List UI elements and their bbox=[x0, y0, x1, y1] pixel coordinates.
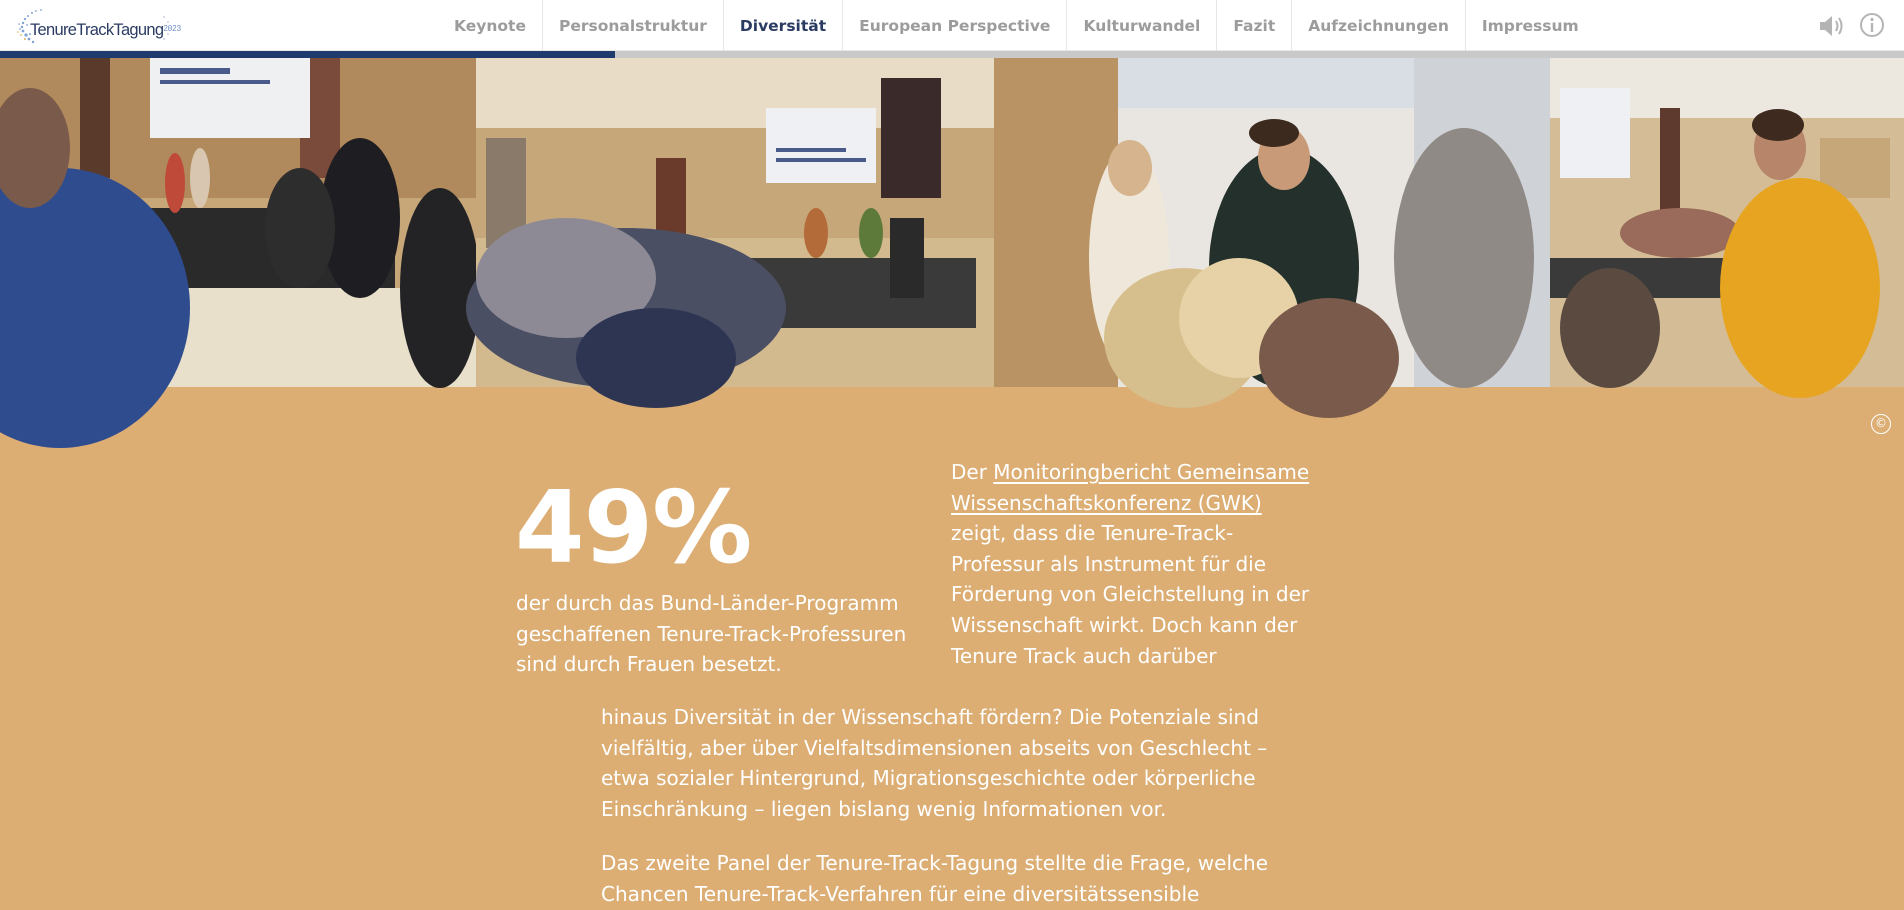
tenure-track-tagung-logo[interactable] bbox=[14, 5, 182, 49]
intro-prefix: Der bbox=[951, 460, 994, 484]
nav-item-impressum[interactable]: Impressum bbox=[1465, 0, 1595, 51]
speaker-icon[interactable] bbox=[1817, 13, 1845, 39]
intro-paragraph-continued: hinaus Diversität in der Wissenschaft fördern? Die Potenziale sind vielfältig, aber über Vielfaltsdimensionen abseits von Geschlecht – etwa sozialer Hintergrund, Migrationsgeschichte oder körperliche Einschränkung – liegen bislang wenig Informationen vor. bbox=[601, 705, 1268, 821]
stat-value: 49% bbox=[515, 469, 752, 586]
nav-item-aufzeichnungen[interactable]: Aufzeichnungen bbox=[1291, 0, 1465, 51]
info-icon[interactable] bbox=[1859, 12, 1885, 38]
second-paragraph: Das zweite Panel der Tenure-Track-Tagung stellte die Frage, welche Chancen Tenure-Track-Verfahren für eine diversitätssensible bbox=[601, 851, 1269, 906]
panel-photo-1 bbox=[0, 58, 476, 387]
nav-item-european-perspective[interactable]: European Perspective bbox=[842, 0, 1066, 51]
panel-photo-2 bbox=[476, 58, 994, 387]
stat-caption: der durch das Bund-Länder-Programm geschaffenen Tenure-Track-Professuren sind durch Frauen besetzt. bbox=[516, 591, 907, 677]
main-nav bbox=[438, 0, 1595, 51]
reading-progress-fill bbox=[0, 51, 615, 58]
photo-gallery-strip bbox=[0, 58, 1904, 430]
nav-item-diversitaet[interactable]: Diversität bbox=[723, 0, 842, 51]
nav-item-personalstruktur[interactable]: Personalstruktur bbox=[542, 0, 723, 51]
reading-progress-bar bbox=[0, 51, 1904, 58]
nav-item-kulturwandel[interactable]: Kulturwandel bbox=[1066, 0, 1216, 51]
photo-copyright-button[interactable]: © bbox=[1871, 414, 1891, 434]
top-navigation-bar bbox=[0, 0, 1904, 51]
monitoringbericht-link[interactable]: Monitoringbericht Gemeinsame Wissenschaftskonferenz (GWK) bbox=[951, 460, 1310, 515]
nav-item-fazit[interactable]: Fazit bbox=[1216, 0, 1291, 51]
panel-photo-4 bbox=[1550, 58, 1904, 387]
nav-item-keynote[interactable]: Keynote bbox=[454, 16, 526, 35]
intro-column-text: zeigt, dass die Tenure-Track-Professur als Instrument für die Förderung von Gleichstellung in der Wissenschaft wirkt. Doch kann der Tenure Track auch darüber bbox=[951, 521, 1310, 668]
panel-photo-3 bbox=[994, 58, 1550, 387]
intro-paragraph-column bbox=[951, 457, 1311, 671]
logo-text: TenureTrackTagung$^{2023}$ bbox=[30, 21, 182, 39]
